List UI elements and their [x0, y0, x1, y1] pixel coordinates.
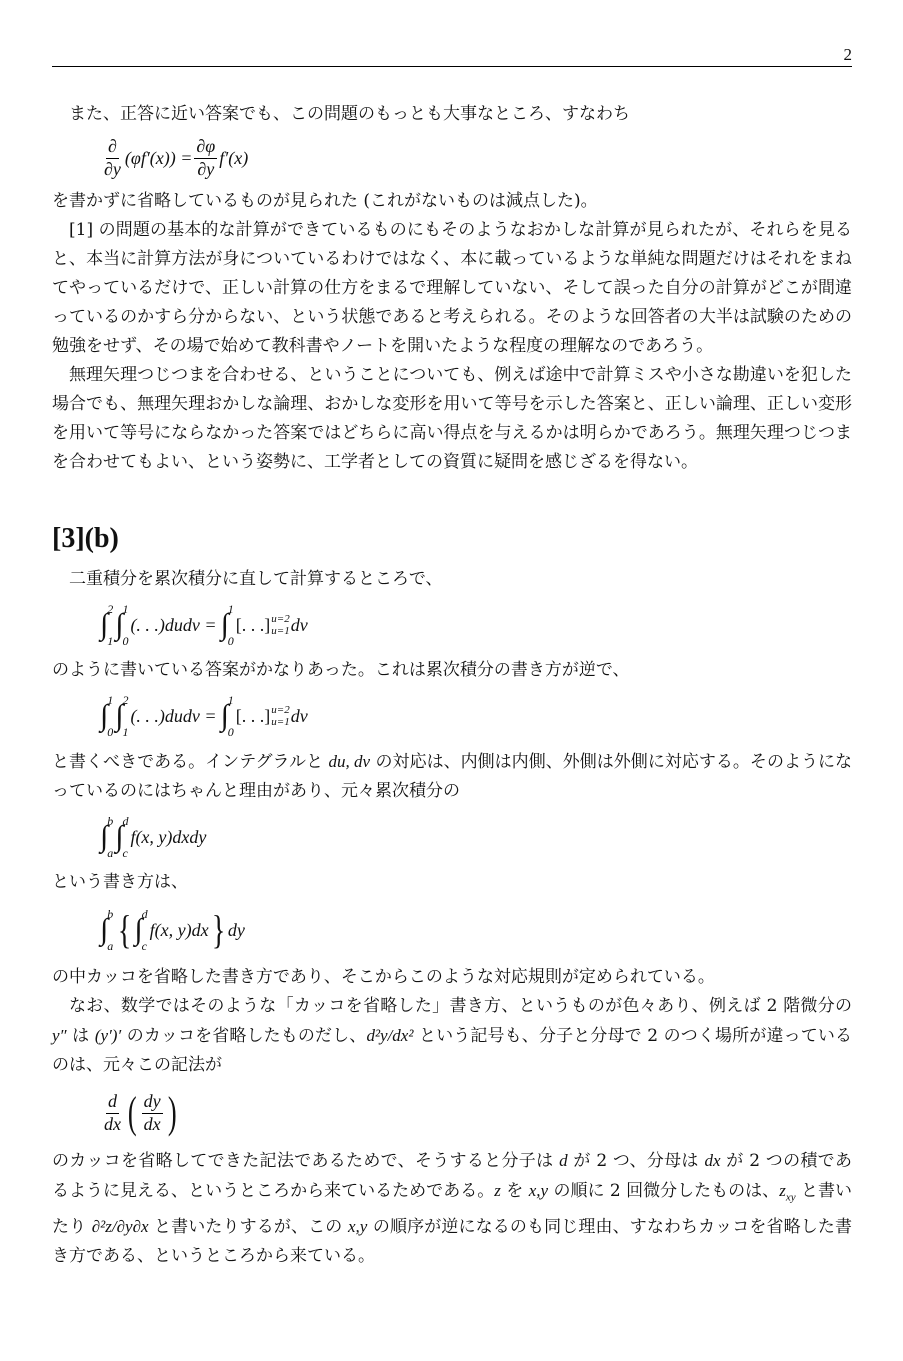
paragraph: [1] の問題の基本的な計算ができているものにもそのようなおかしな計算が見られたが、それらを見ると、本当に計算方法が身についているわけではなく、本に載っているような単純な問題だけはそれをまねてやっているだけで、正しい計算の仕方をまるで理解していない、そして誤った自分の計算がどこが間違っているのかすら分からない、という状態であると考えられる。そのような回答者の大半は試験のための勉強をせず、その場で始めて教科書やノートを開いたような程度の理解なのであろう。: [52, 220, 852, 356]
paragraph: のように書いている答案がかなりあった。これは累次積分の書き方が逆で、: [52, 660, 630, 680]
paragraph: 二重積分を累次積分に直して計算するところで、: [69, 569, 443, 589]
equation-second-derivative: $\frac{d}{dx}$ ( $\frac{dy}{dx}$ ): [104, 1088, 177, 1137]
equation-wrong-order: ∫ 2 1 ∫ 1 0 (. . .)dudv = ∫ 1 0 [. . .] u=2 u=1 dv: [100, 602, 308, 648]
page-body: [52, 100, 852, 1271]
equation-term: (φf′(x)) =: [124, 147, 193, 168]
paragraph: なお、数学ではそのような「カッコを省略した」書き方、というものが色々あり、例えば 2 階微分の y″ は (y′)′ のカッコを省略したものだし、d²y/dx² という記号も、分子と分母で 2 のつく場所が違っているのは、元々この記法が: [52, 996, 852, 1075]
paragraph: 無理矢理つじつまを合わせる、ということについても、例えば途中で計算ミスや小さな勘違いを犯した場合でも、無理矢理おかしな論理、おかしな変形を用いて等号を示した答案と、正しい論理、正しい変形を用いて等号にならなかった答案ではどちらに高い得点を与えるかは明らかであろう。無理矢理つじつまを合わせてもよい、という姿勢に、工学者としての資質に疑問を感じざるを得ない。: [52, 365, 852, 472]
page-number: 2: [843, 45, 852, 64]
paragraph: また、正答に近い答案でも、この問題のもっとも大事なところ、すなわち: [69, 104, 630, 124]
fraction-numerator: ∂: [106, 136, 119, 159]
fraction-denominator: ∂y: [104, 158, 121, 179]
equation-correct-order: ∫ 1 0 ∫ 2 1 (. . .)dudv = ∫ 1 0 [. . .] u=2 u=1 dv: [100, 693, 308, 739]
paragraph: を書かずに省略しているものが見られた (これがないものは減点した)。: [52, 191, 598, 211]
paragraph: と書くべきである。インテグラルと du, dv の対応は、内側は内側、外側は外側に対応する。そのようになっているのにはちゃんと理由があり、元々累次積分の: [52, 752, 853, 801]
fraction-numerator: ∂φ: [194, 136, 217, 159]
equation-iterated-integral: ∫ b a ∫ d c f(x, y)dxdy: [100, 814, 207, 860]
paragraph: という書き方は、: [52, 872, 188, 892]
paragraph: のカッコを省略してできた記法であるためで、そうすると分子は d が 2 つ、分母は dx が 2 つの積であるように見える、というところから来ているためである。z を x,y の順に 2 回微分したものは、$z_{xy}$ と書いたり ∂²z/∂y∂x と書いたりするが、この x,y の順序が逆になるのも同じ理由、すなわちカッコを省略した書き方である、というところから来ている。: [52, 1151, 853, 1267]
equation-partial-derivative: [100, 129, 852, 187]
section-heading: [3](b): [52, 523, 119, 554]
paragraph: の中カッコを省略した書き方であり、そこからこのような対応規則が定められている。: [52, 967, 715, 987]
equation-term: f′(x): [219, 147, 249, 168]
equation-braced-integral: ∫ b a { ∫ d c f(x, y)dx } dy: [100, 907, 245, 953]
fraction-denominator: ∂y: [197, 158, 215, 179]
header-rule: [52, 66, 852, 67]
